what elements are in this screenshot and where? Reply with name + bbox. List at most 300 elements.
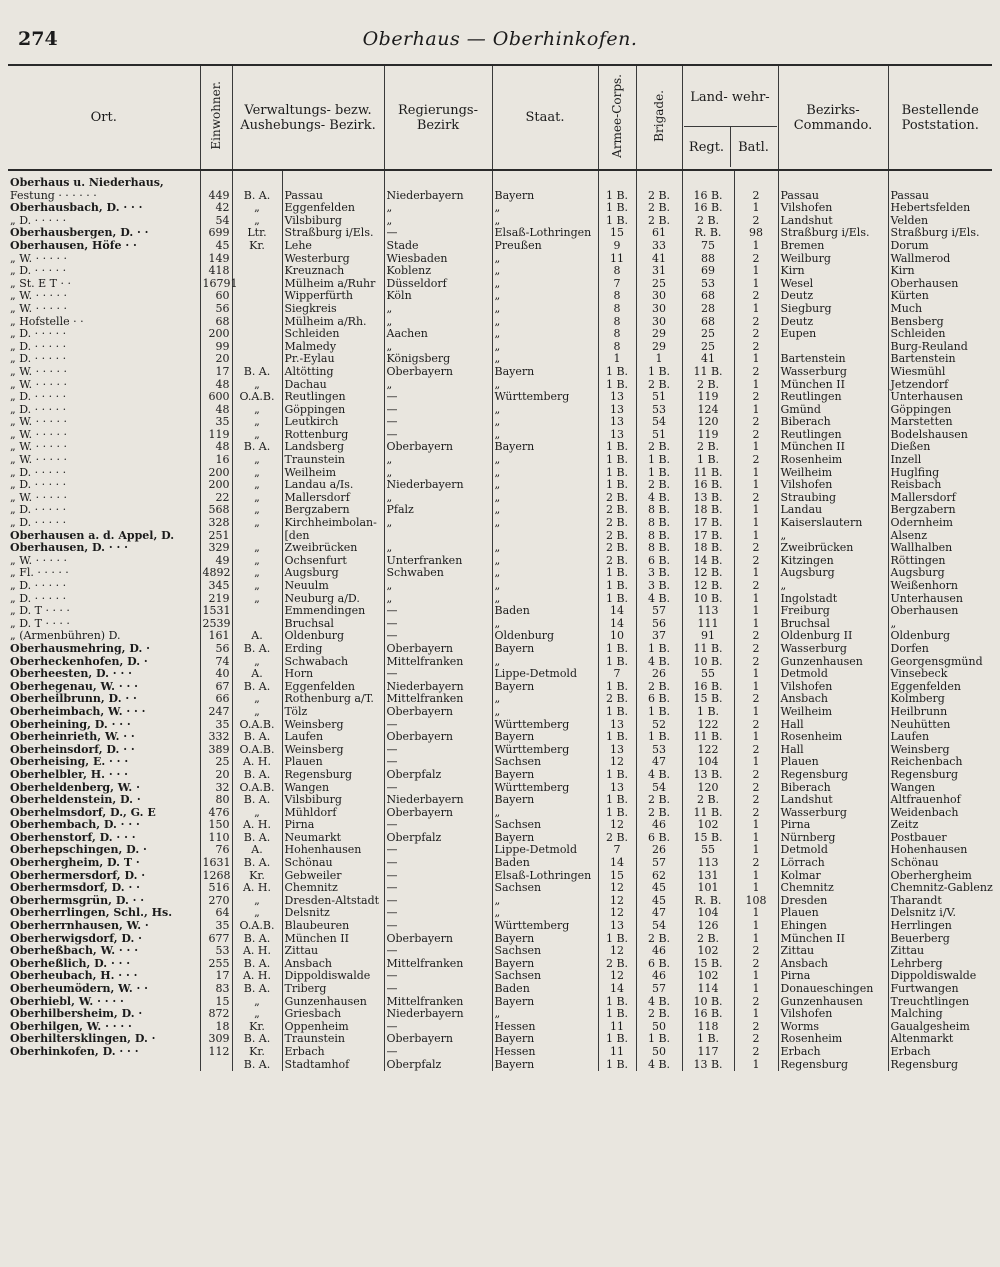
cell-army-corps: 12 (598, 945, 636, 958)
table-row (8, 693, 992, 706)
cell-brigade: 2 B. (636, 794, 682, 807)
cell-government-district: — (384, 895, 492, 908)
cell-state: „ (492, 278, 598, 291)
cell-landwehr-battalion: 1 (734, 618, 778, 631)
cell-army-corps: 1 B. (598, 807, 636, 820)
cell-admin-district: Altötting (282, 366, 384, 379)
table-row (8, 404, 992, 417)
cell-district-command: Kirn (778, 265, 888, 278)
cell-landwehr-battalion: 2 (734, 807, 778, 820)
table-row (8, 316, 992, 329)
cell-post-station: Dorfen (888, 643, 992, 656)
cell-landwehr-regiment: 10 B. (682, 996, 734, 1009)
cell-inhabitants: 32 (200, 782, 232, 795)
cell-government-district: — (384, 1046, 492, 1059)
cell-landwehr-battalion: 1 (734, 605, 778, 618)
place-name-bold: Oberherwigsdorf, D. · (10, 931, 142, 945)
cell-inhabitants: 15 (200, 996, 232, 1009)
cell-post-station: Erbach (888, 1046, 992, 1059)
cell-place-name: „ W. · · · · · (10, 453, 68, 467)
table-row (8, 857, 992, 870)
cell-army-corps: 14 (598, 983, 636, 996)
cell-brigade: 8 B. (636, 504, 682, 517)
cell-government-district: Mittelfranken (384, 693, 492, 706)
cell-admin-type: „ (232, 492, 282, 505)
page-title: Oberhaus — Oberhinkofen. (362, 28, 638, 50)
cell-post-station: Furtwangen (888, 983, 992, 996)
cell-admin-district: Landsberg (282, 441, 384, 454)
cell-place-name: „ (Armenbühren) D. (10, 629, 121, 643)
cell-state: Sachsen (492, 756, 598, 769)
cell-landwehr-regiment: 114 (682, 983, 734, 996)
cell-landwehr-regiment: 13 B. (682, 1059, 734, 1072)
cell-brigade: 1 B. (636, 454, 682, 467)
cell-landwehr-regiment: 10 B. (682, 656, 734, 669)
cell-inhabitants: 389 (200, 744, 232, 757)
cell-brigade: 56 (636, 618, 682, 631)
cell-admin-type (232, 278, 282, 291)
cell-landwehr-regiment: 102 (682, 945, 734, 958)
cell-state: Hessen (492, 1046, 598, 1059)
cell-inhabitants: 99 (200, 341, 232, 354)
cell-post-station: Unterhausen (888, 593, 992, 606)
col-staat: Staat. (492, 65, 598, 170)
cell-army-corps: 1 B. (598, 567, 636, 580)
cell-place-name: „ Fl. · · · · · (10, 566, 69, 580)
cell-place-name (8, 240, 200, 253)
cell-landwehr-regiment: 88 (682, 253, 734, 266)
cell-post-station: Weinsberg (888, 744, 992, 757)
cell-government-district: — (384, 630, 492, 643)
cell-post-station: Passau (888, 190, 992, 203)
cell-government-district: „ (384, 341, 492, 354)
cell-district-command: Detmold (778, 668, 888, 681)
cell-admin-type (232, 290, 282, 303)
cell-post-station: Chemnitz-Gablenz (888, 882, 992, 895)
cell-state: Bayern (492, 731, 598, 744)
table-row (8, 769, 992, 782)
cell-state: „ (492, 555, 598, 568)
cell-inhabitants: 16 (200, 454, 232, 467)
cell-inhabitants: 149 (200, 253, 232, 266)
cell-landwehr-battalion: 2 (734, 1033, 778, 1046)
cell-army-corps: 14 (598, 857, 636, 870)
cell-admin-type: B. A. (232, 681, 282, 694)
cell-landwehr-regiment: 68 (682, 290, 734, 303)
table-row (8, 416, 992, 429)
cell-admin-type: „ (232, 907, 282, 920)
cell-landwehr-battalion: 1 (734, 1008, 778, 1021)
cell-admin-district: Bruchsal (282, 618, 384, 631)
cell-army-corps: 2 B. (598, 530, 636, 543)
cell-admin-district: Neuburg a/D. (282, 593, 384, 606)
cell-district-command: Pirna (778, 970, 888, 983)
cell-state: Württemberg (492, 744, 598, 757)
cell-state: „ (492, 479, 598, 492)
cell-army-corps: 1 B. (598, 706, 636, 719)
cell-state: „ (492, 542, 598, 555)
cell-district-command: Weilheim (778, 706, 888, 719)
cell-inhabitants: 56 (200, 643, 232, 656)
cell-state: Bayern (492, 441, 598, 454)
cell-admin-type: „ (232, 555, 282, 568)
cell-landwehr-battalion: 1 (734, 504, 778, 517)
cell-state: Hessen (492, 1021, 598, 1034)
cell-government-district: Niederbayern (384, 794, 492, 807)
cell-army-corps: 12 (598, 882, 636, 895)
cell-landwehr-battalion: 1 (734, 441, 778, 454)
cell-brigade (636, 170, 682, 190)
cell-admin-type: O.A.B. (232, 719, 282, 732)
cell-place-name (8, 1059, 200, 1072)
cell-post-station: Augsburg (888, 567, 992, 580)
cell-state: Baden (492, 605, 598, 618)
cell-state: Württemberg (492, 920, 598, 933)
cell-state: „ (492, 253, 598, 266)
cell-admin-type: „ (232, 693, 282, 706)
cell-landwehr-battalion: 2 (734, 366, 778, 379)
cell-government-district: — (384, 618, 492, 631)
place-name-bold: Oberheßlich, D. · · · (10, 956, 131, 970)
cell-inhabitants: 1531 (200, 605, 232, 618)
cell-landwehr-regiment: 28 (682, 303, 734, 316)
place-name-bold: Oberheimbach, W. · · · (10, 704, 146, 718)
cell-admin-district: Dippoldiswalde (282, 970, 384, 983)
cell-post-station: Mallersdorf (888, 492, 992, 505)
cell-district-command: Ehingen (778, 920, 888, 933)
cell-post-station: Lehrberg (888, 958, 992, 971)
cell-brigade: 26 (636, 668, 682, 681)
cell-state: Bayern (492, 996, 598, 1009)
cell-state: Württemberg (492, 782, 598, 795)
cell-post-station: Treuchtlingen (888, 996, 992, 1009)
cell-post-station: Eggenfelden (888, 681, 992, 694)
cell-landwehr-battalion (734, 170, 778, 190)
cell-admin-district: Hohenhausen (282, 844, 384, 857)
cell-landwehr-regiment: 16 B. (682, 190, 734, 203)
cell-post-station: Beuerberg (888, 933, 992, 946)
cell-government-district: Oberbayern (384, 643, 492, 656)
cell-district-command (778, 170, 888, 190)
cell-government-district: Wiesbaden (384, 253, 492, 266)
cell-brigade: 37 (636, 630, 682, 643)
cell-admin-type: „ (232, 454, 282, 467)
cell-state: „ (492, 807, 598, 820)
cell-army-corps: 7 (598, 844, 636, 857)
cell-landwehr-regiment: 126 (682, 920, 734, 933)
cell-army-corps: 8 (598, 328, 636, 341)
cell-landwehr-regiment: 2 B. (682, 379, 734, 392)
cell-landwehr-battalion: 1 (734, 240, 778, 253)
place-name-bold: Oberhausmehring, D. · (10, 641, 150, 655)
cell-landwehr-regiment: 11 B. (682, 807, 734, 820)
cell-inhabitants: 64 (200, 907, 232, 920)
cell-brigade: 1 B. (636, 706, 682, 719)
cell-place-name: „ D. · · · · · (10, 264, 67, 278)
cell-landwehr-battalion: 2 (734, 1046, 778, 1059)
cell-government-district: Königsberg (384, 353, 492, 366)
cell-brigade: 51 (636, 429, 682, 442)
cell-inhabitants: 568 (200, 504, 232, 517)
table-row (8, 983, 992, 996)
cell-admin-type: „ (232, 429, 282, 442)
cell-landwehr-regiment: 14 B. (682, 555, 734, 568)
cell-admin-district: Triberg (282, 983, 384, 996)
cell-landwehr-battalion: 1 (734, 933, 778, 946)
cell-district-command: Rosenheim (778, 731, 888, 744)
cell-admin-district: Delsnitz (282, 907, 384, 920)
cell-landwehr-regiment: 113 (682, 605, 734, 618)
cell-government-district: Koblenz (384, 265, 492, 278)
cell-army-corps: 1 B. (598, 467, 636, 480)
col-poststation: Bestellende Poststation. (888, 65, 992, 170)
col-batl: Batl. (730, 127, 777, 167)
cell-admin-type: B. A. (232, 366, 282, 379)
col-einwohner (200, 65, 232, 170)
cell-inhabitants: 1631 (200, 857, 232, 870)
cell-place-name: „ D. · · · · · (10, 339, 67, 353)
cell-place-name: „ W. · · · · · (10, 440, 68, 454)
place-name-bold: Oberhermersdorf, D. · (10, 868, 146, 882)
cell-state: „ (492, 353, 598, 366)
cell-brigade: 4 B. (636, 593, 682, 606)
table-row (8, 643, 992, 656)
place-name-bold: Oberhausen a. d. Appel, D. (10, 528, 175, 542)
place-name-bold: Oberhilgen, W. · · · · (10, 1019, 132, 1033)
cell-landwehr-regiment: 16 B. (682, 202, 734, 215)
cell-brigade: 41 (636, 253, 682, 266)
cell-inhabitants: 329 (200, 542, 232, 555)
cell-place-name (8, 202, 200, 215)
cell-landwehr-battalion: 1 (734, 530, 778, 543)
cell-army-corps: 2 B. (598, 832, 636, 845)
table-row (8, 819, 992, 832)
cell-government-district: Oberpfalz (384, 1059, 492, 1072)
cell-government-district: — (384, 920, 492, 933)
cell-admin-district: Rothenburg a/T. (282, 693, 384, 706)
table-row (8, 580, 992, 593)
cell-district-command: Regensburg (778, 769, 888, 782)
cell-admin-type: B. A. (232, 1059, 282, 1072)
cell-brigade: 2 B. (636, 190, 682, 203)
cell-inhabitants: 48 (200, 404, 232, 417)
table-row (8, 567, 992, 580)
cell-army-corps: 2 B. (598, 492, 636, 505)
cell-district-command: Straßburg i/Els. (778, 227, 888, 240)
cell-admin-type (232, 316, 282, 329)
cell-government-district: Mittelfranken (384, 996, 492, 1009)
cell-brigade: 2 B. (636, 215, 682, 228)
cell-place-name: „ W. · · · · · (10, 289, 68, 303)
cell-landwehr-battalion: 2 (734, 429, 778, 442)
cell-state: Baden (492, 983, 598, 996)
place-name-bold: Oberherrlingen, Schl., Hs. (10, 906, 173, 920)
cell-district-command: Hall (778, 719, 888, 732)
col-regt: Regt. (688, 139, 725, 155)
cell-government-district: — (384, 429, 492, 442)
cell-admin-type: B. A. (232, 769, 282, 782)
cell-place-name: „ W. · · · · · (10, 251, 68, 265)
table-row (8, 555, 992, 568)
cell-landwehr-regiment: 12 B. (682, 567, 734, 580)
cell-admin-type: A. (232, 668, 282, 681)
cell-landwehr-regiment: 11 B. (682, 731, 734, 744)
cell-admin-district: Landau a/Is. (282, 479, 384, 492)
cell-admin-type: B. A. (232, 441, 282, 454)
cell-district-command: Wasserburg (778, 807, 888, 820)
cell-inhabitants: 255 (200, 958, 232, 971)
cell-place-name (8, 1046, 200, 1059)
cell-admin-district: Westerburg (282, 253, 384, 266)
cell-landwehr-regiment: 2 B. (682, 215, 734, 228)
cell-army-corps: 1 B. (598, 366, 636, 379)
cell-government-district: — (384, 907, 492, 920)
cell-landwehr-regiment: 17 B. (682, 517, 734, 530)
cell-government-district: „ (384, 593, 492, 606)
cell-government-district: Oberpfalz (384, 832, 492, 845)
cell-landwehr-battalion: 1 (734, 467, 778, 480)
cell-government-district: — (384, 983, 492, 996)
cell-army-corps: 12 (598, 819, 636, 832)
cell-army-corps: 2 B. (598, 517, 636, 530)
table-row (8, 240, 992, 253)
cell-district-command: München II (778, 933, 888, 946)
cell-admin-type: Kr. (232, 870, 282, 883)
cell-army-corps: 7 (598, 668, 636, 681)
cell-place-name: „ D. · · · · · (10, 465, 67, 479)
cell-inhabitants: 48 (200, 379, 232, 392)
cell-army-corps: 13 (598, 391, 636, 404)
cell-state (492, 170, 598, 190)
cell-inhabitants: 22 (200, 492, 232, 505)
cell-landwehr-battalion: 2 (734, 341, 778, 354)
cell-government-district: „ (384, 517, 492, 530)
cell-admin-district: [den (282, 530, 384, 543)
cell-admin-type: „ (232, 416, 282, 429)
cell-landwehr-battalion: 2 (734, 958, 778, 971)
page-header (0, 28, 1000, 60)
cell-landwehr-regiment: 16 B. (682, 1008, 734, 1021)
cell-admin-district: Mühldorf (282, 807, 384, 820)
cell-state: „ (492, 316, 598, 329)
cell-brigade: 26 (636, 844, 682, 857)
cell-district-command: Deutz (778, 316, 888, 329)
cell-inhabitants: 49 (200, 555, 232, 568)
cell-admin-type (232, 265, 282, 278)
cell-admin-district: Mülheim a/Rh. (282, 316, 384, 329)
cell-landwehr-regiment: 16 B. (682, 479, 734, 492)
cell-post-station: Röttingen (888, 555, 992, 568)
cell-inhabitants: 42 (200, 202, 232, 215)
cell-landwehr-regiment: 1 B. (682, 1033, 734, 1046)
cell-state: Bayern (492, 681, 598, 694)
cell-state: Bayern (492, 1059, 598, 1072)
place-name-bold: Oberhausbach, D. · · · (10, 201, 143, 215)
cell-government-district: — (384, 744, 492, 757)
cell-state: „ (492, 290, 598, 303)
cell-landwehr-regiment: 18 B. (682, 504, 734, 517)
cell-district-command: Vilshofen (778, 681, 888, 694)
cell-brigade: 46 (636, 819, 682, 832)
cell-admin-type: B. A. (232, 190, 282, 203)
cell-state: „ (492, 1008, 598, 1021)
cell-landwehr-battalion: 1 (734, 681, 778, 694)
cell-state: „ (492, 467, 598, 480)
cell-post-station (888, 170, 992, 190)
col-landwehr (682, 65, 778, 170)
cell-brigade: 57 (636, 983, 682, 996)
cell-brigade: 4 B. (636, 996, 682, 1009)
table-row (8, 605, 992, 618)
cell-district-command: Pirna (778, 819, 888, 832)
cell-admin-district: Traunstein (282, 454, 384, 467)
cell-state: Sachsen (492, 819, 598, 832)
cell-post-station: Weißenhorn (888, 580, 992, 593)
place-name-bold: Oberheßbach, W. · · · (10, 944, 139, 958)
cell-district-command: Passau (778, 190, 888, 203)
cell-admin-type: „ (232, 1008, 282, 1021)
cell-landwehr-regiment (682, 170, 734, 190)
cell-admin-district: Leutkirch (282, 416, 384, 429)
cell-admin-district: Neumarkt (282, 832, 384, 845)
place-name-bold: Oberheining, D. · · · (10, 717, 131, 731)
cell-admin-district: Plauen (282, 756, 384, 769)
cell-landwehr-battalion: 1 (734, 479, 778, 492)
cell-admin-district: Siegkreis (282, 303, 384, 316)
cell-inhabitants: 56 (200, 303, 232, 316)
cell-district-command: Ansbach (778, 958, 888, 971)
cell-place-name: „ W. · · · · · (10, 415, 68, 429)
cell-inhabitants: 60 (200, 290, 232, 303)
cell-army-corps: 12 (598, 756, 636, 769)
cell-state: Baden (492, 857, 598, 870)
cell-district-command: Lörrach (778, 857, 888, 870)
cell-admin-type: „ (232, 504, 282, 517)
cell-post-station: Wallhalben (888, 542, 992, 555)
cell-army-corps: 1 B. (598, 593, 636, 606)
cell-inhabitants: 20 (200, 769, 232, 782)
cell-state: Lippe-Detmold (492, 668, 598, 681)
table-row (8, 1046, 992, 1059)
cell-landwehr-battalion: 1 (734, 303, 778, 316)
cell-district-command: Freiburg (778, 605, 888, 618)
cell-admin-district: München II (282, 933, 384, 946)
cell-admin-type: Ltr. (232, 227, 282, 240)
cell-admin-district: Augsburg (282, 567, 384, 580)
cell-inhabitants: 76 (200, 844, 232, 857)
cell-state: Sachsen (492, 945, 598, 958)
cell-landwehr-battalion: 2 (734, 190, 778, 203)
cell-place-name: „ D. · · · · · (10, 327, 67, 341)
cell-district-command: Erbach (778, 1046, 888, 1059)
cell-district-command: Gunzenhausen (778, 656, 888, 669)
cell-place-name: „ W. · · · · · (10, 427, 68, 441)
cell-post-station: Much (888, 303, 992, 316)
cell-army-corps: 8 (598, 341, 636, 354)
cell-admin-type: B. A. (232, 1033, 282, 1046)
table-row (8, 996, 992, 1009)
cell-brigade: 8 B. (636, 530, 682, 543)
cell-landwehr-regiment: 13 B. (682, 769, 734, 782)
table-row (8, 668, 992, 681)
cell-admin-district: Griesbach (282, 1008, 384, 1021)
cell-government-district: Niederbayern (384, 190, 492, 203)
cell-landwehr-battalion: 1 (734, 756, 778, 769)
cell-state: „ (492, 593, 598, 606)
cell-landwehr-regiment: 55 (682, 668, 734, 681)
cell-landwehr-battalion: 1 (734, 1059, 778, 1072)
cell-state: Bayern (492, 366, 598, 379)
